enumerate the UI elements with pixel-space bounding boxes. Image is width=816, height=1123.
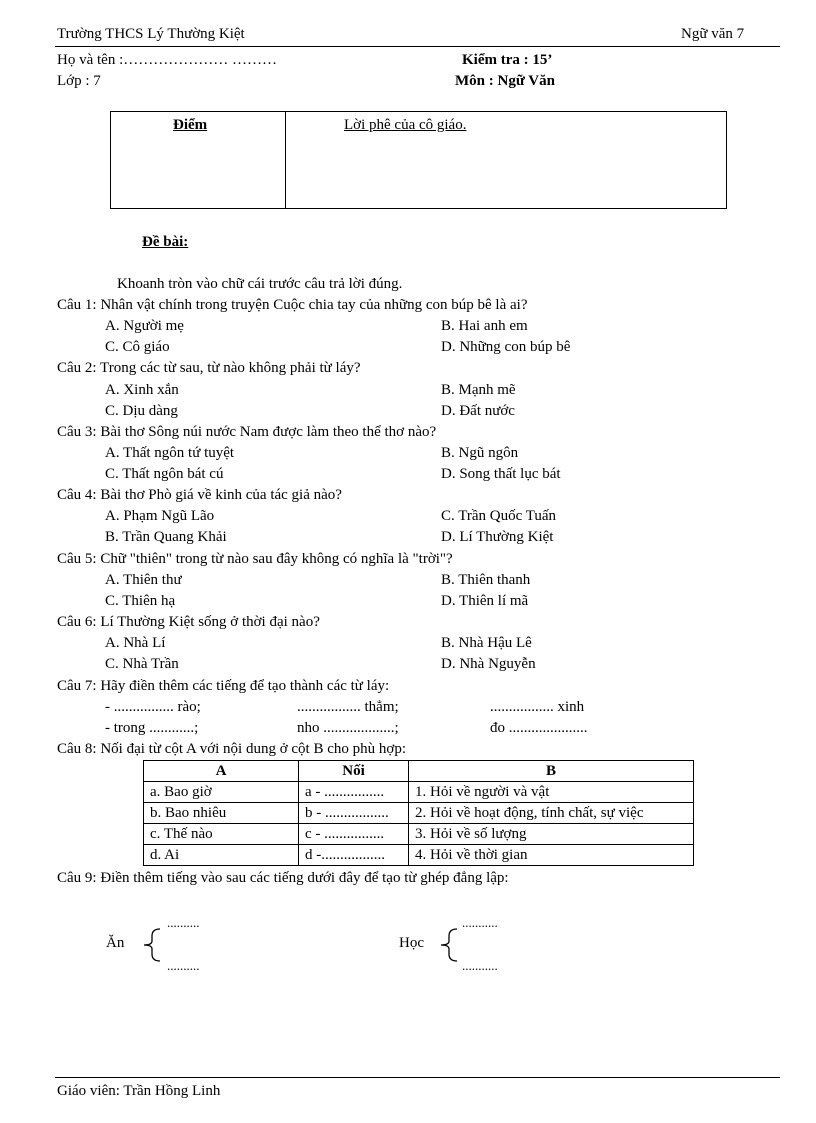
table-cell: a - ................: [299, 782, 409, 803]
option-c: C. Thiên hạ: [105, 593, 176, 609]
table-cell: 1. Hỏi về người và vật: [409, 782, 694, 803]
option-b: B. Thiên thanh: [441, 572, 531, 588]
fill-blank: ...........: [462, 915, 498, 930]
option-b: B. Hai anh em: [441, 318, 528, 334]
subject-right: Ngữ văn 7: [681, 26, 745, 42]
instruction: Khoanh tròn vào chữ cái trước câu trả lời đúng.: [117, 276, 403, 292]
brace-icon: [437, 927, 459, 963]
table-row: [144, 782, 694, 803]
brace-icon: [140, 927, 162, 963]
question-text: Câu 3: Bài thơ Sông núi nước Nam được làm theo thể thơ nào?: [57, 424, 437, 440]
option-a: A. Nhà Lí: [105, 635, 166, 651]
option-d: D. Song thất lục bát: [441, 466, 561, 482]
question-text: Câu 1: Nhân vật chính trong truyện Cuộc chia tay của những con búp bê là ai?: [57, 297, 528, 313]
fill-blank: ..........: [167, 958, 200, 973]
question-text: Câu 4: Bài thơ Phò giá về kinh của tác giả nào?: [57, 487, 342, 503]
class-field: Lớp : 7: [57, 73, 101, 89]
column-header: B: [409, 761, 694, 782]
question-9-text: Câu 9: Điền thêm tiếng vào sau các tiếng dưới đây để tạo từ ghép đẳng lập:: [57, 870, 509, 886]
option-a: A. Người mẹ: [105, 318, 184, 334]
table-cell: d. Ai: [144, 845, 299, 866]
word-an: Ăn: [106, 935, 125, 951]
fill-blank: đo .....................: [490, 720, 588, 736]
footer-rule: [55, 1077, 780, 1078]
comment-label: Lời phê của cô giáo.: [344, 117, 467, 133]
grade-box: [110, 111, 727, 209]
table-cell: b - .................: [299, 803, 409, 824]
table-cell: 3. Hỏi về số lượng: [409, 824, 694, 845]
option-a: A. Thất ngôn tứ tuyệt: [105, 445, 235, 461]
question-text: Câu 2: Trong các từ sau, từ nào không phải từ láy?: [57, 360, 361, 376]
fill-blank: ...........: [462, 958, 498, 973]
column-header: A: [144, 761, 299, 782]
option-d: D. Nhà Nguyễn: [441, 656, 536, 672]
option-d: D. Lí Thường Kiệt: [441, 529, 554, 545]
option-b: C. Trần Quốc Tuấn: [441, 508, 557, 524]
option-c: C. Nhà Trần: [105, 656, 179, 672]
fill-blank: nho ...................;: [297, 720, 399, 736]
fill-blank: ..........: [167, 915, 200, 930]
table-cell: a. Bao giờ: [144, 782, 299, 803]
assignment-heading: Đề bài:: [142, 234, 189, 250]
table-cell: c. Thế nào: [144, 824, 299, 845]
header-rule: [55, 46, 780, 47]
option-b: B. Ngũ ngôn: [441, 445, 519, 461]
option-d: D. Thiên lí mã: [441, 593, 529, 609]
option-b: B. Nhà Hậu Lê: [441, 635, 532, 651]
word-hoc: Học: [399, 935, 424, 951]
option-c: C. Dịu dàng: [105, 403, 178, 419]
name-field: Họ và tên :………………… ………: [57, 52, 277, 68]
option-d: D. Đất nước: [441, 403, 515, 419]
fill-blank: ................. xinh: [490, 699, 585, 715]
question-text: Câu 7: Hãy điền thêm các tiếng để tạo thành các từ láy:: [57, 678, 390, 694]
matching-table: [143, 760, 694, 866]
table-cell: 2. Hỏi về hoạt động, tính chất, sự việc: [409, 803, 694, 824]
option-a: A. Phạm Ngũ Lão: [105, 508, 215, 524]
table-row: [144, 824, 694, 845]
table-cell: b. Bao nhiêu: [144, 803, 299, 824]
question-text: Câu 5: Chữ "thiên" trong từ nào sau đây không có nghĩa là "trời"?: [57, 551, 453, 567]
option-c: C. Cô giáo: [105, 339, 170, 355]
test-title: Kiểm tra : 15’: [462, 52, 553, 68]
table-cell: 4. Hỏi về thời gian: [409, 845, 694, 866]
school-name: Trường THCS Lý Thường Kiệt: [57, 26, 245, 42]
option-a: A. Xinh xắn: [105, 382, 179, 398]
fill-blank: ................. thẳm;: [297, 699, 399, 715]
grade-box-divider: [285, 112, 286, 208]
table-row: [144, 803, 694, 824]
subject-label: Môn : Ngữ Văn: [455, 73, 555, 89]
table-row: [144, 845, 694, 866]
option-c: C. Thất ngôn bát cú: [105, 466, 224, 482]
table-cell: c - ................: [299, 824, 409, 845]
table-cell: d -.................: [299, 845, 409, 866]
option-b: B. Mạnh mẽ: [441, 382, 516, 398]
question-text: Câu 6: Lí Thường Kiệt sống ở thời đại nào?: [57, 614, 320, 630]
fill-blank: - trong ............;: [105, 720, 199, 736]
option-d: D. Những con búp bê: [441, 339, 571, 355]
fill-blank: - ................ rào;: [105, 699, 201, 715]
table-header-row: [144, 761, 694, 782]
question-8-text: Câu 8: Nối đại từ cột A với nội dung ở cột B cho phù hợp:: [57, 741, 406, 757]
score-label: Điểm: [173, 117, 208, 133]
teacher-name: Giáo viên: Trần Hồng Linh: [57, 1083, 221, 1099]
column-header: Nối: [299, 761, 409, 782]
option-a: A. Thiên thư: [105, 572, 182, 588]
option-c: B. Trần Quang Khải: [105, 529, 227, 545]
